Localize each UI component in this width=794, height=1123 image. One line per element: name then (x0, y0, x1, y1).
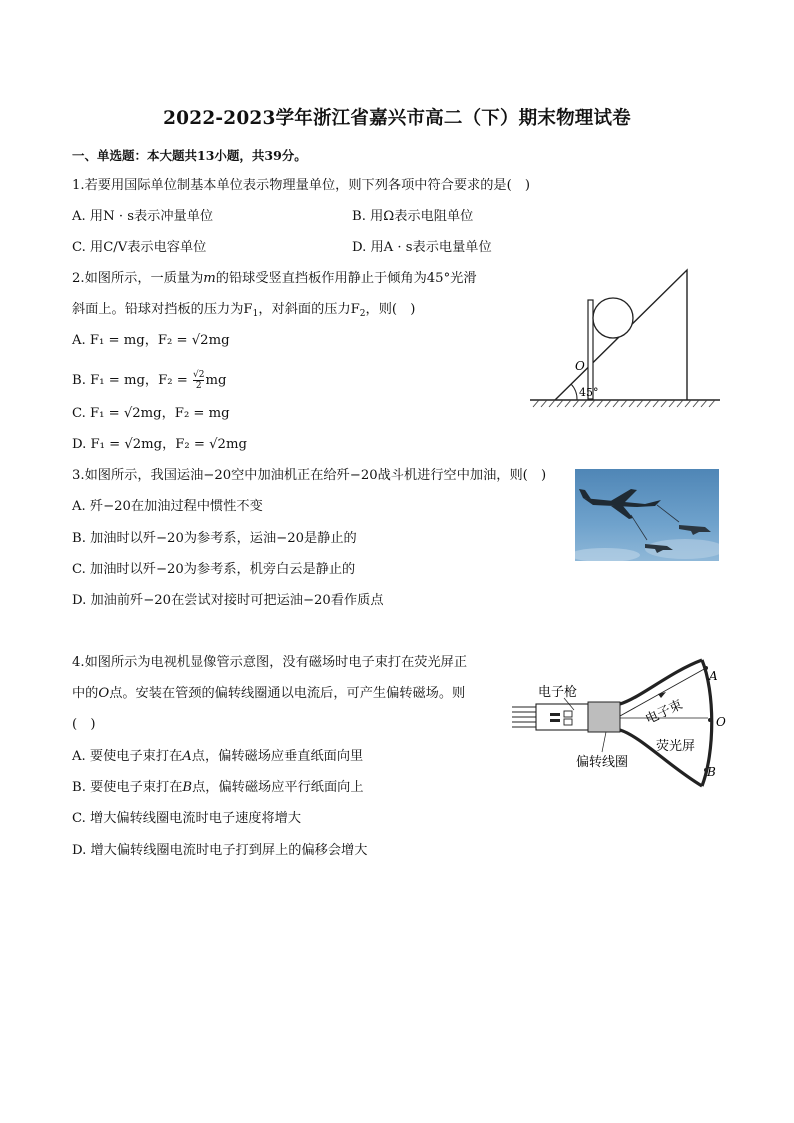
point-a-label: A (709, 669, 718, 683)
q2-fraction-den: 2 (195, 381, 202, 391)
q2-stem2-b: ，对斜面的压力F (258, 302, 360, 317)
q2-fraction-num: √2 (192, 370, 205, 380)
section-heading: 一、单选题：本大题共13小题，共39分。 (72, 148, 307, 163)
angle-label: 45° (579, 386, 599, 399)
q1-option-c: C. 用C/V表示电容单位 (72, 240, 207, 255)
q4-stem-line2 (72, 685, 465, 703)
q1-option-d: D. 用A · s表示电量单位 (352, 240, 492, 255)
coil-leader-line (602, 732, 606, 752)
q2-mass-symbol: m (203, 271, 216, 286)
q2-fraction (193, 370, 204, 391)
q4-option-c: C. 增大偏转线圈电流时电子速度将增大 (72, 811, 302, 826)
q4-stem2-b: 点。安装在管颈的偏转线圈通以电流后，可产生偏转磁场。则 (109, 686, 466, 701)
q3-option-a: A. 歼−20在加油过程中惯性不变 (72, 499, 263, 514)
q4-option-b (72, 779, 364, 797)
q4-option-b-post: 点，偏转磁场应平行纸面向上 (192, 780, 364, 795)
q2-option-b-pre: B. F₁ = mg，F₂ = (72, 373, 188, 388)
q1-option-a: A. 用N · s表示冲量单位 (72, 209, 214, 224)
q4-stem2-a: 中的 (72, 686, 99, 701)
q4-option-a-post: 点，偏转磁场应垂直纸面向里 (191, 749, 364, 764)
lead-ball (593, 298, 633, 338)
q4-option-b-pre: B. 要使电子束打在 (72, 780, 183, 795)
crt-figure (510, 652, 732, 794)
q2-option-b (72, 370, 226, 391)
point-o-label: O (575, 359, 585, 373)
point-o-dot (708, 718, 712, 722)
vertical-baffle (588, 300, 593, 399)
q2-option-a: A. F₁ = mg，F₂ = √2mg (72, 333, 230, 348)
electron-gun-label: 电子枪 (538, 685, 578, 700)
tube-neck (536, 704, 588, 730)
q1-option-b: B. 用Ω表示电阻单位 (352, 209, 474, 224)
q2-sub2: 2 (359, 309, 366, 319)
angle-arc (571, 384, 577, 400)
q2-option-b-post: mg (205, 373, 227, 388)
q2-stem2-a: 斜面上。铅球对挡板的压力为F (72, 302, 253, 317)
q3-option-c: C. 加油时以歼−20为参考系，机旁白云是静止的 (72, 562, 356, 577)
point-o-label: O (716, 715, 726, 729)
q3-option-d: D. 加油前歼−20在尝试对接时可把运油−20看作质点 (72, 593, 384, 608)
q2-stem-text: 2.如图所示，一质量为 (72, 271, 204, 286)
q4-stem-line1: 4.如图所示为电视机显像管示意图，没有磁场时电子束打在荧光屏正 (72, 655, 468, 670)
electron-beam-label: 电子束 (643, 697, 686, 728)
q2-option-c: C. F₁ = √2mg，F₂ = mg (72, 406, 230, 421)
coil-label: 偏转线圈 (576, 755, 629, 770)
q4-point-b: B (182, 780, 193, 795)
point-b-label: B (707, 765, 716, 779)
deflection-coil (588, 702, 620, 732)
gun-electrode (550, 713, 560, 716)
q2-stem2-c: ，则( ) (365, 302, 416, 317)
q4-point-a: A (182, 749, 192, 764)
q1-stem: 1.若要用国际单位制基本单位表示物理量单位，则下列各项中符合要求的是( ) (72, 178, 531, 193)
q4-point-o: O (98, 686, 110, 701)
refueling-photo (575, 469, 719, 561)
screen-label: 荧光屏 (656, 739, 696, 754)
q4-stem-line3: ( ) (72, 717, 96, 732)
page-title: 2022-2023学年浙江省嘉兴市高二（下）期末物理试卷 (163, 108, 631, 129)
q2-sub1: 1 (252, 309, 259, 319)
incline-figure (525, 262, 725, 412)
q3-stem: 3.如图所示，我国运油−20空中加油机正在给歼−20战斗机进行空中加油，则( ) (72, 468, 547, 483)
q2-stem-text-cont: 的铅球受竖直挡板作用静止于倾角为45°光滑 (215, 271, 477, 286)
q3-option-b: B. 加油时以歼−20为参考系，运油−20是静止的 (72, 531, 357, 546)
q2-option-d: D. F₁ = √2mg，F₂ = √2mg (72, 437, 247, 452)
q4-option-a-pre: A. 要使电子束打在 (72, 749, 183, 764)
q2-stem-line2 (72, 301, 415, 323)
ground-hatching (533, 400, 715, 407)
gun-electrode (550, 719, 560, 722)
point-a-dot (704, 666, 708, 670)
q4-option-d: D. 增大偏转线圈电流时电子打到屏上的偏移会增大 (72, 843, 368, 858)
q4-option-a (72, 748, 363, 766)
q2-stem-line1 (72, 270, 477, 288)
